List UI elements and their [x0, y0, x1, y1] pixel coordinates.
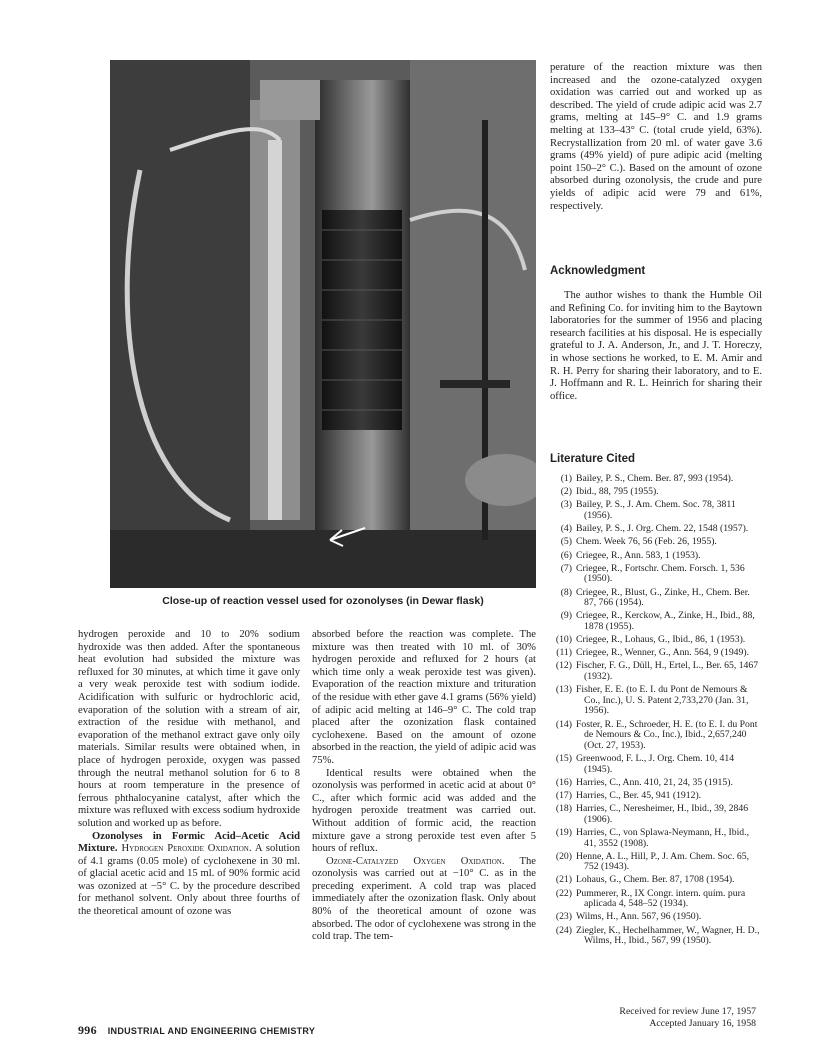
reference-text: Fisher, E. E. (to E. I. du Pont de Nemours & Co., Inc.), U. S. Patent 2,733,270 (Jan. 31, 1956). [576, 684, 749, 717]
received-dates [550, 1006, 756, 1030]
reference-text: Chem. Week 76, 56 (Feb. 26, 1955). [576, 536, 717, 548]
reference-item [550, 551, 762, 562]
reference-text: Criegee, R., Ann. 583, 1 (1953). [576, 549, 701, 561]
page-number: 996 [78, 1023, 97, 1037]
section-paragraph [312, 856, 536, 944]
reference-item [550, 500, 762, 521]
reference-item [550, 754, 762, 775]
reference-item [550, 661, 762, 682]
reference-text: Criegee, R., Lohaus, G., Ibid., 86, 1 (1953). [576, 634, 746, 646]
body-column-1 [78, 629, 300, 919]
reference-item [550, 720, 762, 752]
reference-number: (16) [555, 776, 572, 788]
reference-number: (22) [555, 887, 572, 899]
reference-text: Wilms, H., Ann. 567, 96 (1950). [576, 911, 702, 923]
reference-text: Henne, A. L., Hill, P., J. Am. Chem. Soc. 65, 752 (1943). [576, 850, 750, 873]
reference-number: (3) [560, 499, 572, 511]
reference-number: (23) [555, 911, 572, 923]
reference-number: (7) [560, 562, 572, 574]
figure-caption: Close-up of reaction vessel used for ozonolyses (in Dewar flask) [162, 595, 484, 607]
reference-text: Criegee, R., Kerckow, A., Zinke, H., Ibid., 88, 1878 (1955). [576, 610, 755, 632]
reference-number: (14) [555, 718, 572, 730]
reference-item [550, 852, 762, 873]
reference-number: (8) [560, 586, 572, 598]
page-footer [78, 1023, 315, 1038]
reference-item [550, 828, 762, 849]
reference-text: Harries, C., Ber. 45, 941 (1912). [576, 789, 702, 801]
paragraph-text: A solution of 4.1 grams (0.05 mole) of cyclohexene in 30 ml. of glacial acetic acid and 15 ml. of 90% formic acid was ozonized at −5° C. by the procedure described for methanol solvent. Only about three fourths of the theoretical amount of ozone was [78, 843, 300, 918]
reference-number: (24) [555, 924, 572, 936]
reference-text: Bailey, P. S., J. Org. Chem. 22, 1548 (1957). [576, 523, 749, 535]
acknowledgment-heading: Acknowledgment [550, 265, 646, 277]
right-column-text: perature of the reaction mixture was then increased and the ozone-catalyzed oxygen oxidation was carried out and worked up as described. The yield of crude adipic acid was 2.7 grams, melting at 145–9° C. and 1.9 grams melting at 133–43° C. (total crude yield, 63%). Recrystallization from 20 ml. of water gave 3.6 grams (49% yield) of pure adipic acid (melting point 150–2° C.). Based on the amount of ozone absorbed during ozonolysis, the crude and pure yields of adipic acid were 79 and 61%, respectively. [550, 62, 762, 212]
reference-item [550, 474, 762, 485]
reference-text: Bailey, P. S., Chem. Ber. 87, 993 (1954). [576, 473, 734, 484]
paragraph: absorbed before the reaction was complete. The mixture was then treated with 10 ml. of 30% hydrogen peroxide and refluxed for 2 hours (at which time only a weak peroxide test was given). Evaporation of the reaction mixture and trituration of the residue with ether gave 4.1 grams (56% yield) of adipic acid melting at 146–9° C. The cold trap placed after the ozonization flask contained cyclohexene. Based on the amount of ozone absorbed in the reaction, the yield of adipic acid was 75%. [312, 629, 536, 766]
reference-item [550, 588, 762, 609]
journal-name: INDUSTRIAL AND ENGINEERING CHEMISTRY [107, 1026, 316, 1036]
paragraph: hydrogen peroxide and 10 to 20% sodium hydroxide was then added. After the spontaneous heat evolution had subsided the mixture was refluxed for 30 minutes, at which time it gave only a very weak peroxide test with sodium iodide. Acidification with sulfuric or hydrochloric acid, evaporation of the solution with a stream of air, extraction of the residue with methanol, and evaporation of the methanol extract gave only oily materials. Similar results were obtained when, in place of hydrogen peroxide, oxygen was passed through the neutral methanol solution for 6 to 8 hours at room temperature in the presence of ferrous phthalocyanine catalyst, after which the mixture was refluxed with excess sodium hydroxide solution and worked up as before. [78, 629, 300, 829]
reference-number: (15) [555, 752, 572, 764]
acknowledgment-text: The author wishes to thank the Humble Oil and Refining Co. for inviting him to the Baytown laboratories for the summer of 1956 and placing research facilities at his disposal. He is especially grateful to J. A. Anderson, Jr., and J. T. Horeczy, in whose sections he worked, to E. M. Amir and R. H. Perry for sharing their laboratory, and to E. J. Hoffmann and R. L. Heinrich for sharing their office. [550, 290, 762, 402]
reference-number: (9) [560, 610, 572, 622]
reference-item [550, 912, 762, 923]
reference-text: Criegee, R., Wenner, G., Ann. 564, 9 (1949). [576, 647, 749, 659]
reference-text: Criegee, R., Fortschr. Chem. Forsch. 1, 536 (1950). [576, 562, 745, 585]
reference-number: (13) [555, 684, 572, 696]
subsection-heading: Ozone-Catalyzed Oxygen Oxidation. [326, 855, 505, 867]
reference-item [550, 611, 762, 632]
reference-item [550, 524, 762, 535]
photo-illustration [110, 60, 536, 588]
section-paragraph [78, 831, 300, 919]
reference-list [550, 474, 762, 949]
reference-text: Lohaus, G., Chem. Ber. 87, 1708 (1954). [576, 874, 735, 886]
reference-text: Harries, C., Ann. 410, 21, 24, 35 (1915). [576, 776, 733, 788]
reference-item [550, 537, 762, 548]
reference-text: Greenwood, F. L., J. Org. Chem. 10, 414 (1945). [576, 752, 735, 775]
reference-text: Harries, C., Neresheimer, H., Ibid., 39, 2846 (1906). [576, 803, 749, 825]
reference-number: (20) [555, 850, 572, 862]
accepted-line: Accepted January 16, 1958 [649, 1018, 756, 1029]
reference-item [550, 778, 762, 789]
reference-item [550, 875, 762, 886]
reference-text: Bailey, P. S., J. Am. Chem. Soc. 78, 3811 (1956). [576, 499, 736, 521]
reference-item [550, 804, 762, 825]
paragraph: Identical results were obtained when the ozonolysis was performed in acetic acid at about 0° C., after which formic acid was added and the hydrogen peroxide treatment was carried out. Without addition of formic acid, the reaction mixture gave a strong peroxide test even after 5 hours of reflux. [312, 767, 536, 855]
section-heading: Ozonolyses in Formic Acid–Acetic Acid Mixture. [78, 830, 300, 855]
reference-item [550, 635, 762, 646]
literature-heading: Literature Cited [550, 453, 635, 465]
reference-text: Criegee, R., Blust, G., Zinke, H., Chem. Ber. 87, 766 (1954). [576, 586, 750, 609]
reference-number: (4) [560, 523, 572, 535]
reference-number: (18) [555, 803, 572, 815]
reference-text: Fischer, F. G., Düll, H., Ertel, L., Ber. 65, 1467 (1932). [576, 660, 759, 683]
reference-number: (5) [560, 536, 572, 548]
reference-item [550, 564, 762, 585]
reference-item [550, 926, 762, 947]
reference-number: (2) [560, 486, 572, 498]
reaction-vessel-photo [110, 60, 536, 588]
reference-text: Ziegler, K., Hechelhammer, W., Wagner, H. D., Wilms, H., Ibid., 567, 99 (1950). [576, 924, 760, 947]
reference-number: (19) [555, 826, 572, 838]
reference-item [550, 487, 762, 498]
reference-number: (12) [555, 660, 572, 672]
subsection-heading: Hydrogen Peroxide Oxidation. [121, 843, 252, 855]
body-column-2 [312, 629, 536, 944]
reference-number: (6) [560, 549, 572, 561]
reference-number: (21) [555, 874, 572, 886]
reference-item [550, 648, 762, 659]
reference-item [550, 791, 762, 802]
reference-text: Harries, C., von Splawa-Neymann, H., Ibid., 41, 3552 (1908). [576, 826, 749, 849]
reference-text: Foster, R. E., Schroeder, H. E. (to E. I. du Pont de Nemours & Co., Inc.), Ibid., 2,657,240 (Oct. 27, 1953). [576, 718, 758, 751]
reference-text: Ibid., 88, 795 (1955). [576, 486, 659, 498]
received-line: Received for review June 17, 1957 [619, 1006, 756, 1017]
reference-item [550, 889, 762, 910]
reference-number: (10) [555, 634, 572, 646]
paragraph-text: The ozonolysis was carried out at −10° C. as in the preceding experiment. A cold trap was placed immediately after the ozonization flask. Only about 80% of the theoretical amount of ozone was absorbed. The odor of cyclohexene was strong in the cold trap. The tem- [312, 855, 536, 943]
reference-number: (17) [555, 789, 572, 801]
reference-text: Pummerer, R., IX Congr. intern. quím. pura aplicada 4, 548–52 (1934). [576, 887, 746, 910]
reference-item [550, 685, 762, 717]
reference-number: (11) [556, 647, 572, 659]
reference-number: (1) [560, 473, 572, 484]
